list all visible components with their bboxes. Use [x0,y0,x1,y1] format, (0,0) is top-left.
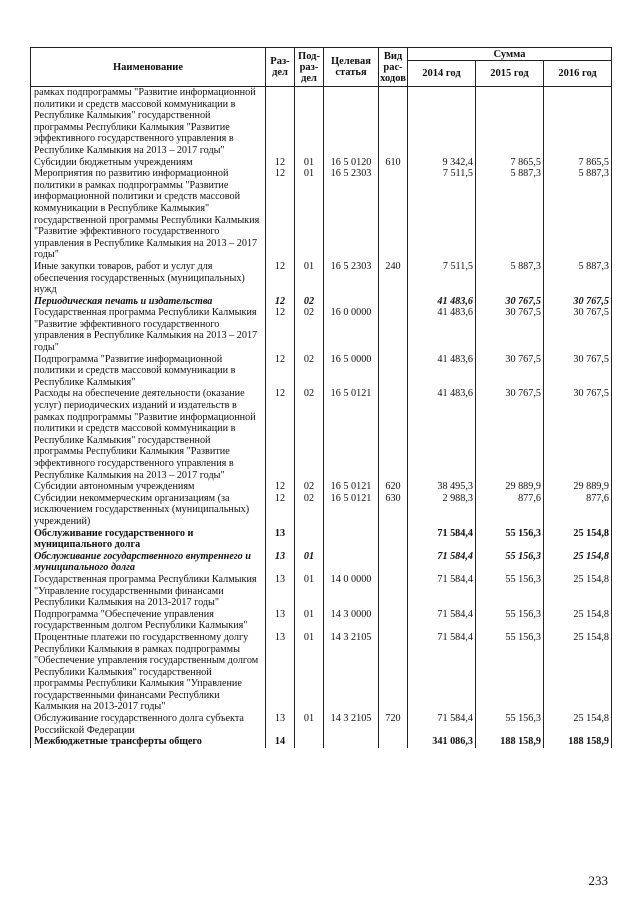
row-expense-type [379,354,408,389]
row-podrazdel: 02 [295,354,324,389]
row-name: Периодическая печать и издательства [31,296,266,308]
row-podrazdel: 02 [295,481,324,493]
row-sum-2015 [476,87,544,157]
row-razdel: 12 [266,388,295,481]
table-row [31,157,612,169]
row-expense-type [379,296,408,308]
row-sum-2015: 30 767,5 [476,296,544,308]
row-podrazdel: 02 [295,307,324,353]
row-sum-2014: 41 483,6 [408,354,476,389]
header-name: Наименование [31,48,266,87]
budget-table [30,47,612,748]
row-sum-2015: 30 767,5 [476,354,544,389]
row-sum-2014: 41 483,6 [408,307,476,353]
row-expense-type [379,609,408,632]
header-target-article: Целевая статья [324,48,379,87]
table-row [31,261,612,296]
row-podrazdel: 01 [295,157,324,169]
row-expense-type: 240 [379,261,408,296]
row-sum-2015: 55 156,3 [476,713,544,736]
row-expense-type [379,736,408,748]
row-razdel: 13 [266,713,295,736]
row-podrazdel: 01 [295,551,324,574]
row-sum-2014: 38 495,3 [408,481,476,493]
row-razdel: 13 [266,551,295,574]
row-sum-2015: 7 865,5 [476,157,544,169]
row-target-article: 14 3 2105 [324,632,379,713]
row-razdel: 12 [266,261,295,296]
row-name: Иные закупки товаров, работ и услуг для обеспечения государственных (муниципальных) нужд [31,261,266,296]
row-podrazdel: 01 [295,632,324,713]
row-name: Обслуживание государственного внутреннего и муниципального долга [31,551,266,574]
row-name: Подпрограмма "Обеспечение управления государственным долгом Республики Калмыкия" [31,609,266,632]
table-row [31,307,612,353]
row-sum-2016 [544,87,612,157]
row-target-article: 16 5 0121 [324,493,379,528]
row-podrazdel: 01 [295,261,324,296]
row-target-article: 16 5 2303 [324,261,379,296]
row-target-article [324,296,379,308]
row-sum-2016: 5 887,3 [544,261,612,296]
row-razdel: 12 [266,481,295,493]
row-target-article: 16 5 0121 [324,388,379,481]
row-name: Субсидии некоммерческим организациям (за исключением государственных (муниципальных) учреждений) [31,493,266,528]
row-sum-2016: 25 154,8 [544,713,612,736]
row-podrazdel [295,736,324,748]
row-sum-2016: 188 158,9 [544,736,612,748]
header-razdel: Раз- дел [266,48,295,87]
row-expense-type [379,528,408,551]
table-header [31,48,612,87]
row-sum-2016: 30 767,5 [544,307,612,353]
row-sum-2014: 41 483,6 [408,388,476,481]
row-podrazdel: 01 [295,713,324,736]
row-sum-2014: 9 342,4 [408,157,476,169]
row-name: Расходы на обеспечение деятельности (оказание услуг) периодических изданий и издательств в рамках подпрограммы "Развитие информационной политики и средств массовой коммуникации в Республике Калмыкия" государственной программы Республики Калмыкия "Развитие эффективного государственного управления в Республике Калмыкия на 2013 – 2017 годы" [31,388,266,481]
row-sum-2014: 71 584,4 [408,713,476,736]
row-name: Процентные платежи по государственному долгу Республики Калмыкия в рамках подпрограммы "Обеспечение управления государственным долгом Республики Калмыкия" государственной программы Республики Калмыкия "Управление государственными финансами Республики Калмыкия на 2013-2017 годы" [31,632,266,713]
table-row [31,481,612,493]
row-sum-2015: 55 156,3 [476,528,544,551]
row-sum-2014: 71 584,4 [408,609,476,632]
row-sum-2016: 25 154,8 [544,528,612,551]
row-sum-2015: 55 156,3 [476,574,544,609]
row-name: рамках подпрограммы "Развитие информационной политики и средств массовой коммуникации в Республике Калмыкия" государственной программы Республики Калмыкия "Развитие эффективного государственного управления в Республике Калмыкия на 2013 – 2017 годы" [31,87,266,157]
row-razdel [266,87,295,157]
row-sum-2016: 25 154,8 [544,574,612,609]
row-razdel: 13 [266,574,295,609]
row-name: Мероприятия по развитию информационной политики в рамках подпрограммы "Развитие информационной политики и средств массовой коммуникации в Республике Калмыкия" государственной программы Республики Калмыкия "Развитие эффективного государственного управления в Республике Калмыкия на 2013 – 2017 годы" [31,168,266,261]
row-name: Подпрограмма "Развитие информационной политики и средств массовой коммуникации в Республике Калмыкия" [31,354,266,389]
row-sum-2015: 30 767,5 [476,388,544,481]
table-row [31,551,612,574]
row-podrazdel: 02 [295,296,324,308]
row-sum-2015: 5 887,3 [476,168,544,261]
table-row [31,87,612,157]
row-razdel: 12 [266,157,295,169]
header-year-2015: 2015 год [476,61,544,87]
table-row [31,632,612,713]
row-sum-2015: 188 158,9 [476,736,544,748]
header-expense-type: Вид рас- ходов [379,48,408,87]
row-sum-2015: 29 889,9 [476,481,544,493]
row-name: Субсидии бюджетным учреждениям [31,157,266,169]
row-name: Государственная программа Республики Калмыкия "Развитие эффективного государственного управления в Республике Калмыкия на 2013 – 2017 годы" [31,307,266,353]
row-sum-2015: 5 887,3 [476,261,544,296]
row-sum-2016: 25 154,8 [544,609,612,632]
table-row [31,736,612,748]
row-name: Субсидии автономным учреждениям [31,481,266,493]
row-razdel: 12 [266,307,295,353]
row-razdel: 13 [266,609,295,632]
header-year-2014: 2014 год [408,61,476,87]
table-row [31,388,612,481]
row-podrazdel [295,87,324,157]
row-name: Обслуживание государственного и муниципального долга [31,528,266,551]
table-row [31,574,612,609]
table-row [31,493,612,528]
row-podrazdel: 01 [295,574,324,609]
header-year-2016: 2016 год [544,61,612,87]
row-razdel: 12 [266,354,295,389]
row-expense-type: 620 [379,481,408,493]
row-sum-2014: 2 988,3 [408,493,476,528]
table-body [31,87,612,748]
row-podrazdel: 02 [295,388,324,481]
header-sum: Сумма [408,48,612,61]
row-razdel: 12 [266,168,295,261]
row-sum-2015: 55 156,3 [476,551,544,574]
table-row [31,609,612,632]
row-expense-type [379,551,408,574]
row-sum-2014: 7 511,5 [408,261,476,296]
row-podrazdel [295,528,324,551]
row-target-article: 14 3 0000 [324,609,379,632]
row-name: Обслуживание государственного долга субъекта Российской Федерации [31,713,266,736]
table-row [31,296,612,308]
row-target-article: 16 5 0000 [324,354,379,389]
row-razdel: 12 [266,493,295,528]
table-row [31,168,612,261]
row-sum-2015: 55 156,3 [476,609,544,632]
row-target-article: 16 0 0000 [324,307,379,353]
row-sum-2016: 29 889,9 [544,481,612,493]
row-name: Государственная программа Республики Калмыкия "Управление государственными финансами Республики Калмыкия на 2013-2017 годы" [31,574,266,609]
row-expense-type: 630 [379,493,408,528]
row-expense-type [379,632,408,713]
row-razdel: 12 [266,296,295,308]
row-target-article: 14 0 0000 [324,574,379,609]
row-target-article: 16 5 0121 [324,481,379,493]
row-sum-2016: 30 767,5 [544,354,612,389]
row-podrazdel: 01 [295,168,324,261]
row-sum-2015: 55 156,3 [476,632,544,713]
table-row [31,528,612,551]
row-expense-type [379,87,408,157]
row-sum-2014: 71 584,4 [408,574,476,609]
row-sum-2014: 7 511,5 [408,168,476,261]
row-razdel: 14 [266,736,295,748]
row-target-article: 16 5 2303 [324,168,379,261]
row-expense-type [379,574,408,609]
row-razdel: 13 [266,528,295,551]
row-sum-2016: 30 767,5 [544,388,612,481]
row-target-article [324,736,379,748]
page-number: 233 [588,873,608,888]
row-sum-2016: 5 887,3 [544,168,612,261]
table-row [31,713,612,736]
row-target-article [324,528,379,551]
row-expense-type: 720 [379,713,408,736]
row-podrazdel: 02 [295,493,324,528]
row-expense-type [379,388,408,481]
row-sum-2014: 41 483,6 [408,296,476,308]
header-podrazdel: Под- раз- дел [295,48,324,87]
row-name: Межбюджетные трансферты общего [31,736,266,748]
row-sum-2014: 71 584,4 [408,528,476,551]
row-sum-2016: 25 154,8 [544,632,612,713]
row-expense-type: 610 [379,157,408,169]
row-target-article [324,551,379,574]
row-podrazdel: 01 [295,609,324,632]
row-sum-2016: 25 154,8 [544,551,612,574]
row-target-article: 16 5 0120 [324,157,379,169]
row-sum-2015: 30 767,5 [476,307,544,353]
row-sum-2016: 7 865,5 [544,157,612,169]
row-sum-2016: 30 767,5 [544,296,612,308]
row-sum-2014: 341 086,3 [408,736,476,748]
row-target-article: 14 3 2105 [324,713,379,736]
row-expense-type [379,307,408,353]
row-sum-2014: 71 584,4 [408,632,476,713]
row-sum-2014: 71 584,4 [408,551,476,574]
row-sum-2014 [408,87,476,157]
row-sum-2015: 877,6 [476,493,544,528]
row-razdel: 13 [266,632,295,713]
row-expense-type [379,168,408,261]
row-sum-2016: 877,6 [544,493,612,528]
table-row [31,354,612,389]
row-target-article [324,87,379,157]
